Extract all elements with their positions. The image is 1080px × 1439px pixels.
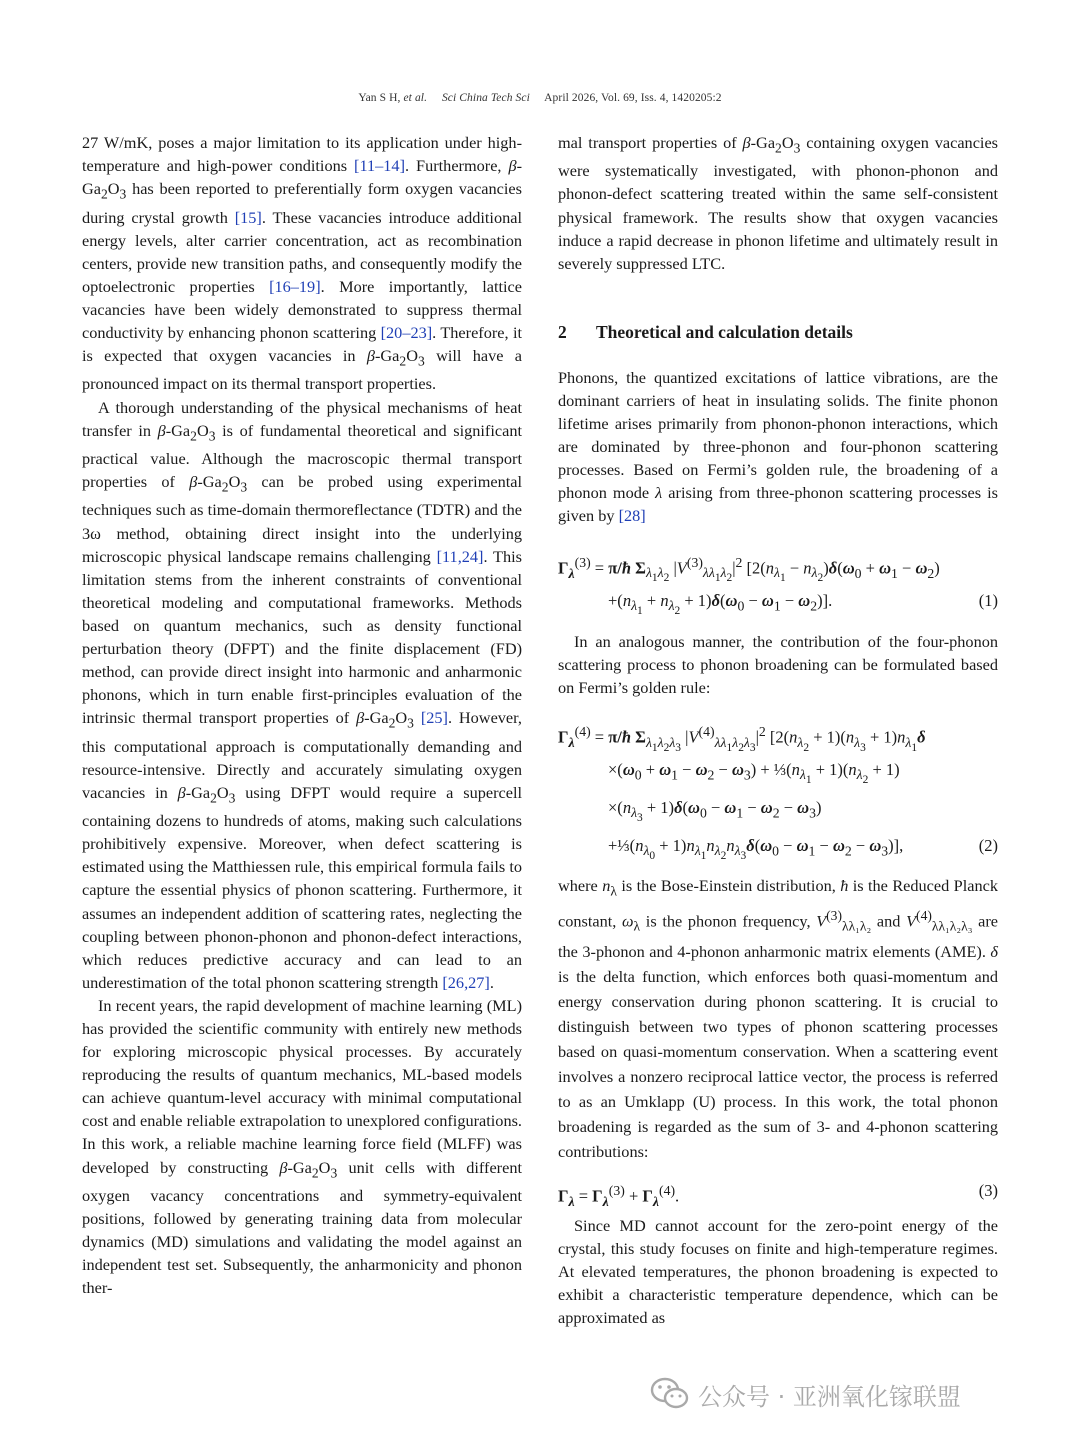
watermark-text: 公众号 · 亚洲氧化镓联盟 [698,1382,961,1411]
equation-number: (1) [978,590,998,610]
equation-line: $\Gamma_\lambda^{(3)}$ = π/ħ $\Sigma_{\lambda_1\lambda_2}$ $|V^{(3)}_{\lambda\lambda_1\lambda_2}|^2$ [$2(n_{\lambda_1} - n_{\lambda_2})\delta(\omega_0 + \omega_1 - \omega_2)$ [558,554,940,585]
paragraph: Phonons, the quantized excitations of lattice vibrations, are the dominant carriers of heat in insulating solids. The finite phonon lifetime arises primarily from phonon-phonon interactions, which are dominated by three-phonon and four-phonon scattering processes. Based on Fermi’s golden rule, the broadening of a phonon mode λ arising from three-phonon scattering processes is given by [28] [558,367,998,526]
watermark [650,1372,1050,1416]
running-header [0,92,1080,104]
equation-2 [558,713,998,865]
citation-link[interactable]: [26,27] [442,972,490,992]
equation-line: $\times(n_{\lambda_3} + 1)\delta(\omega_0 - \omega_1 - \omega_2 - \omega_3)$ [608,797,822,824]
wechat-icon [650,1377,690,1411]
equation-line: $+(n_{\lambda_1} + n_{\lambda_2} + 1)\delta(\omega_0 - \omega_1 - \omega_2)$]. (1) [558,582,998,620]
equation-line: $\Gamma_\lambda = \Gamma_\lambda^{(3)} + \Gamma_\lambda^{(4)}$. (3) [558,1172,998,1210]
paragraph: In an analogous manner, the contribution of the four-phonon scattering process to phonon broadening can be formulated based on Fermi’s golden rule: [558,631,998,697]
section-title: Theoretical and calculation details [596,321,853,342]
section-number: 2 [558,321,567,342]
citation-link[interactable]: [11,24] [436,546,484,566]
paragraph: A thorough understanding of the physical mechanisms of heat transfer in $\beta-Ga_2O_3$ is of fundamental theoretical and significant practical value. Although the macroscopic thermal transport properties of $\beta-Ga_2O_3$ can be probed using experimental techniques such as time-domain thermoreflectance (TDTR) and the 3ω method, obtaining direct insight into the underlying microscopic physical landscape remains challenging [11,24]. This limitation stems from the inherent constraints of conventional theoretical modeling and computational frameworks. Methods based on quantum mechanics, such as density functional perturbation theory (DFPT) and the finite displacement (FD) method, can provide direct insight into harmonic and anharmonic phonons, which in turn enable first-principles evaluation of the intrinsic thermal transport properties of $\beta-Ga_2O_3$ [25]. However, this computational approach is computationally demanding and resource-intensive. Directly and accurately simulating oxygen vacancies in $\beta-Ga_2O_3$ using DFPT would require a supercell containing dozens to hundreds of atoms, making such calculations prohibitively expensive. Moreover, when defect scattering is estimated using the Matthiessen rule, this empirical formula fails to capture the essential physics of phonon scattering. Furthermore, it assumes an independent addition of scattering rates, neglecting the coupling between phonon-phonon and phonon-defect interactions, which reduces predictive accuracy and can lead to an underestimation of the total phonon scattering strength [26,27]. [82,397,523,992]
paragraph: mal transport properties of $\beta-Ga_2O_3$ containing oxygen vacancies were systematically investigated, with phonon-phonon and phonon-defect scattering treated within the same self-consistent physical framework. The results show that oxygen vacancies induce a rapid decrease in phonon lifetime and ultimately result in severely suppressed LTC. [558,133,999,273]
equation-number: (2) [978,835,998,855]
equation-1 [558,544,998,620]
equation-line: $\times(\omega_0 + \omega_1 - \omega_2 - \omega_3)$ + $\frac{1}{3}(n_{\lambda_1} + 1)(n_{\lambda_2} + 1)$ [608,759,900,786]
right-column [558,131,998,1329]
section-heading [558,321,998,344]
equation-line: $\Gamma_\lambda^{(4)}$ = π/ħ $\Sigma_{\lambda_1\lambda_2\lambda_3}$ $|V^{(4)}_{\lambda\lambda_1\lambda_2\lambda_3}|^2$ [$2(n_{\lambda_2} + 1)(n_{\lambda_3} + 1)n_{\lambda_1}\delta$ [558,723,926,754]
equation-line: $+\frac{1}{3}(n_{\lambda_0} + 1)n_{\lambda_1}n_{\lambda_2}n_{\lambda_3}\delta(\omega_0 - \omega_1 - \omega_2 - \omega_3)$], (2) [558,827,998,865]
citation-link[interactable]: [16–19] [269,276,321,296]
header-authors: Yan S H, [358,92,401,104]
citation-link[interactable]: [15] [234,207,262,227]
citation-link[interactable]: [11–14] [354,156,405,176]
header-journal: Sci China Tech Sci [441,92,530,104]
equation-3 [558,1172,998,1210]
equation-number: (3) [978,1180,998,1200]
paragraph: where $n_\lambda$ is the Bose-Einstein distribution, ħ is the Reduced Planck constant, $\omega_\lambda$ is the phonon frequency, $V^{(3)}_{\lambda\lambda_1\lambda_2}$ and $V^{(4)}_{\lambda\lambda_1\lambda_2\lambda_3}$ are the 3-phonon and 4-phonon anharmonic matrix elements (AME). δ is the delta function, which enforces both quasi-momentum and energy conservation during phonon scattering. It is crucial to distinguish between two types of phonon scattering processes based on quasi-momentum conservation. When a scattering event involves a nonzero reciprocal lattice vector, the process is referred to as an Umklapp (U) process. In this work, the total phonon broadening is regarded as the sum of 3- and 4-phonon scattering contributions: [558,875,998,1161]
header-etal: et al. [403,92,428,104]
left-column [82,131,522,1299]
citation-link[interactable]: [28] [618,506,646,526]
paragraph: 27 W/mK, poses a major limitation to its application under high-temperature and high-power conditions [11–14]. Furthermore, $\beta-Ga_2O_3$ has been reported to preferentially form oxygen vacancies during crystal growth [15]. These vacancies introduce additional energy levels, alter carrier concentration, act as recombination centers, provide new transition paths, and consequently modify the optoelectronic properties [16–19]. More importantly, lattice vacancies have been widely demonstrated to suppress thermal conductivity by enhancing phonon scattering [20–23]. Therefore, it is expected that oxygen vacancies in $\beta-Ga_2O_3$ will have a pronounced impact on its thermal transport properties. [82,133,523,394]
header-issue: April 2026, Vol. 69, Iss. 4, 1420205:2 [544,92,722,104]
citation-link[interactable]: [25] [420,708,448,728]
paragraph: Since MD cannot account for the zero-point energy of the crystal, this study focuses on finite and high-temperature regimes. At elevated temperatures, the phonon broadening is expected to exhibit a characteristic temperature dependence, which can be approximated as [558,1215,998,1328]
paragraph: In recent years, the rapid development of machine learning (ML) has provided the scientific community with entirely new methods for exploring microscopic physical processes. By accurately reproducing the results of quantum mechanics, ML-based models can achieve quantum-level accuracy with minimal computational cost and enable reliable extrapolation to unexplored configurations. In this work, a reliable machine learning force field (MLFF) was developed by constructing $\beta-Ga_2O_3$ unit cells with different oxygen vacancy concentrations and symmetry-equivalent positions, followed by generating training data from molecular dynamics (MD) simulations and validating the model against an independent test set. Subsequently, the anharmonicity and phonon ther- [82,995,522,1298]
citation-link[interactable]: [20–23] [380,323,433,342]
